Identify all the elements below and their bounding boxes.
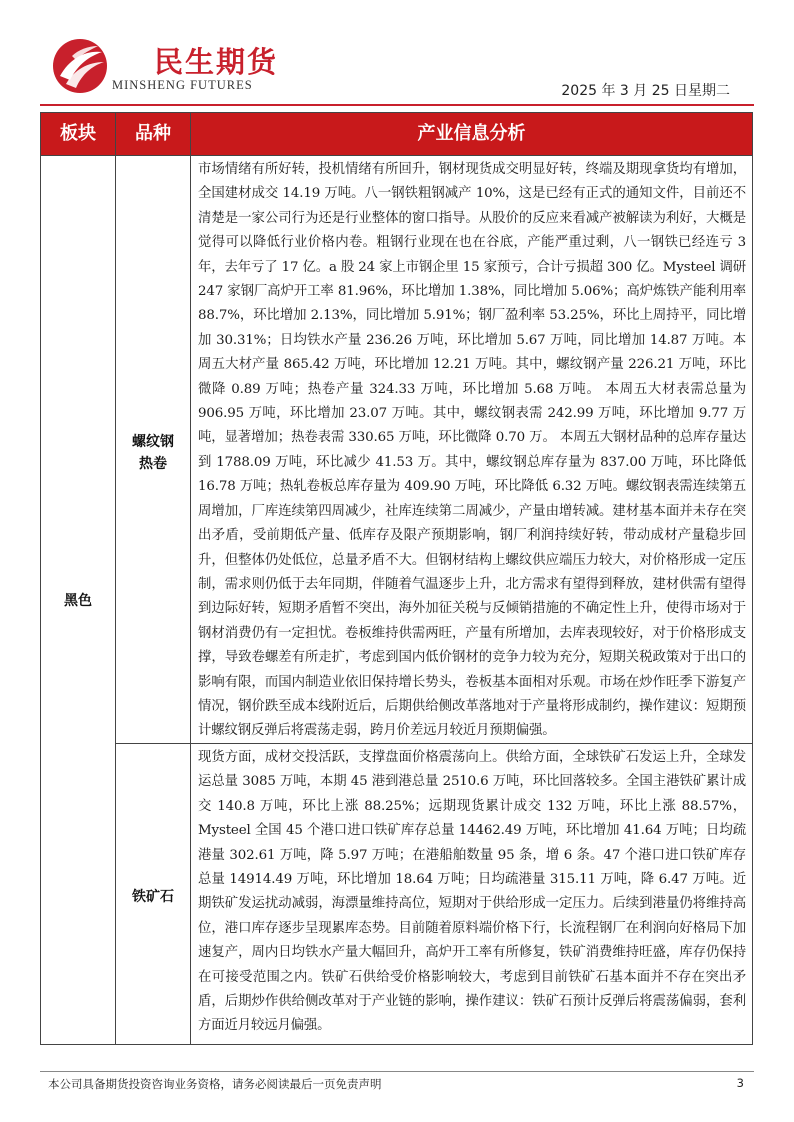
report-date: 2025 年 3 月 25 日星期二	[561, 83, 730, 99]
product-cell-rebar-hrc	[116, 431, 190, 475]
page-number: 3	[736, 1076, 744, 1090]
analysis-text-rebar-hrc: 市场情绪有所好转，投机情绪有所回升，钢材现货成交明显好转，终端及期现拿货均有增加，全国建材成交 14.19 万吨。八一钢铁粗钢减产 10%，这是已经有正式的通知文件，目前还不清楚是一家公司行为还是行业整体的窗口指导。从股价的反应来看减产被解读为利好，大概是觉得可以降低行业价格内卷。粗钢行业现在也在谷底，产能严重过剩，八一钢铁已经连亏 3 年，去年亏了 17 亿。a 股 24 家上市钢企里 15 家预亏，合计亏损超 300 亿。Mysteel 调研 247 家钢厂高炉开工率 81.96%，环比增加 1.38%，同比增加 5.06%；高炉炼铁产能利用率 88.7%，环比增加 2.13%，同比增加 5.91%；钢厂盈利率 53.25%，环比上周持平，同比增加 30.31%；日均铁水产量 236.26 万吨，环比增加 5.67 万吨，同比增加 14.87 万吨。本周五大材产量 865.42 万吨，环比增加 12.21 万吨。其中，螺纹钢产量 226.21 万吨，环比微降 0.89 万吨；热卷产量 324.33 万吨，环比增加 5.68 万吨。 本周五大材表需总量为 906.95 万吨，环比增加 23.07 万吨。其中，螺纹钢表需 242.99 万吨，环比增加 9.77 万吨，显著增加；热卷表需 330.65 万吨，环比微降 0.70 万。 本周五大钢材品种的总库存量达到 1788.09 万吨，环比减少 41.53 万。其中，螺纹钢总库存量为 837.00 万吨，环比降低 16.78 万吨；热轧卷板总库存量为 409.90 万吨，环比降低 6.32 万吨。螺纹钢表需连续第五周增加，厂库连续第四周减少，社库连续第二周减少，产量由增转减。建材基本面并未存在突出矛盾，受前期低产量、低库存及限产预期影响，钢厂利润持续好转，带动成材产量稳步回升，但整体仍处低位，总量矛盾不大。但钢材结构上螺纹供应端压力较大，对价格形成一定压制，需求则仍低于去年同期，伴随着气温逐步上升，北方需求有望得到释放，建材供需有望得到边际好转，短期矛盾暂不突出，海外加征关税与反倾销措施的不确定性上升，使得市场对于钢材消费仍有一定担忧。卷板维持供需两旺，产量有所增加，去库表现较好，对于价格形成支撑，导致卷螺差有所走扩，考虑到国内低价钢材的竞争力较为充分，短期关税政策对于出口的影响有限，而国内制造业依旧保持增长势头，卷板基本面相对乐观。市场在炒作旺季下游复产情况，钢价跌至成本线附近后，后期供给侧改革落地对于产量将形成制约，操作建议：短期预计螺纹钢反弹后将震荡走弱，跨月价差远月较近月预期偏强。	[198, 162, 746, 739]
header-product: 品种	[135, 123, 171, 144]
page-header	[40, 28, 754, 106]
industry-analysis-table	[40, 112, 753, 1045]
product-label: 螺纹钢 热卷	[132, 434, 174, 472]
footer-divider	[40, 1071, 754, 1072]
brand-name-cn: 民生期货	[154, 45, 279, 79]
table-header-row	[41, 113, 752, 155]
product-cell-iron-ore	[116, 886, 190, 906]
product-label: 铁矿石	[132, 889, 174, 905]
brand-name-en: MINSHENG FUTURES	[112, 78, 253, 92]
header-divider	[40, 104, 754, 106]
footer-disclaimer: 本公司具备期货投资咨询业务资格，请务必阅读最后一页免责声明	[48, 1077, 382, 1091]
sector-cell: 黑色	[64, 593, 92, 609]
minsheng-logo-icon	[52, 38, 108, 94]
analysis-text-iron-ore: 现货方面，成材交投活跃，支撑盘面价格震荡向上。供给方面，全球铁矿石发运上升，全球发运总量 3085 万吨，本期 45 港到港总量 2510.6 万吨，环比回落较多。全国主港铁矿累计成交 140.8 万吨，环比上涨 88.25%；远期现货累计成交 132 万吨，环比上涨 88.57%，Mysteel 全国 45 个港口进口铁矿库存总量 14462.49 万吨，环比增加 41.64 万吨；日均疏港量 302.61 万吨，降 5.97 万吨；在港船舶数量 95 条，增 6 条。47 个港口进口铁矿库存总量 14914.49 万吨，环比增加 18.64 万吨；日均疏港量 315.11 万吨，降 6.47 万吨。近期铁矿发运扰动减弱，海漂量维持高位，短期对于供给形成一定压力。后续到港量仍将维持高位，港口库存逐步呈现累库态势。目前随着原料端价格下行，长流程钢厂在利润向好格局下加速复产，周内日均铁水产量大幅回升，高炉开工率有所修复，铁矿消费维持旺盛，库存仍保持在可接受范围之内。铁矿石供给受价格影响较大，考虑到目前铁矿石基本面并不存在突出矛盾，后期炒作供给侧改革对于产业链的影响，操作建议：铁矿石预计反弹后将震荡偏弱，套利方面近月较远月偏强。	[198, 750, 746, 1034]
header-sector: 板块	[60, 123, 96, 144]
header-analysis: 产业信息分析	[417, 123, 526, 144]
